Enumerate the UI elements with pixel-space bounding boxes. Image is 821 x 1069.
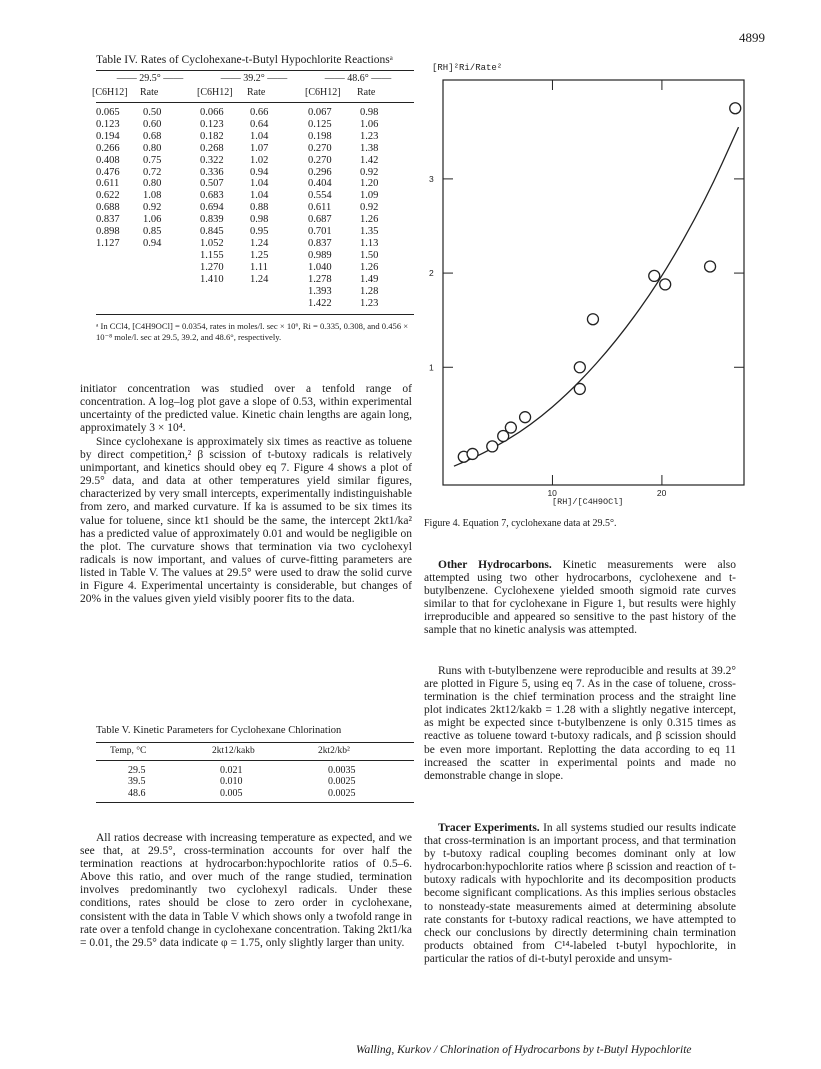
figure4-ytick-label: 1 [429,362,434,373]
running-footer: Walling, Kurkov / Chlorination of Hydrocarbons by t-Butyl Hypochlorite [356,1044,692,1056]
table5-col-temp: 29.5 39.5 48.6 [128,765,146,799]
figure4-xtick-label: 10 [547,488,557,498]
table4-header-conc: [C6H12] [197,87,233,98]
table4-caption: Table IV. Rates of Cyclohexane-t-Butyl Hypochlorite Reactionsᵃ [96,54,393,66]
figure4-ylabel: [RH]²Ri/Rate² [432,63,503,73]
right-paragraph-3 [424,822,736,966]
right-paragraph-2: Runs with t-butylbenzene were reproducible and results at 39.2° are plotted in Figure 5, using eq 7. As in the case of toluene, cross-termination is the chief termination process and the straight line plot indicates 2kt12/kakb = 1.28 with a slightly negative intercept, as might be expected since t-butylbenzene is only 0.315 times as reactive as toluene toward t-butoxy radicals, and β scission should be even more important. Replotting the data according to eq 11 increased the scatter in experimental points and made no demonstrable change in slope. [424,665,736,782]
figure4-xtick-label: 20 [656,488,667,498]
figure4-data-point [587,314,598,325]
table4-col-conc-48: 0.067 0.125 0.198 0.270 0.270 0.296 0.404 0.554 0.611 0.687 0.701 0.837 0.989 1.040 1.278 1.393 1.422 [308,107,332,309]
table4-header-rate: Rate [140,87,159,98]
table4-header-conc: [C6H12] [92,87,128,98]
table5-header-rule [96,760,414,761]
figure4-data-point [730,103,741,114]
table5-top-rule [96,742,414,743]
figure4-ytick-label: 3 [429,173,434,184]
figure4-data-point [487,441,498,452]
table5-header-ratio2: 2kt2/kb² [318,746,350,756]
figure4-data-point [505,422,516,433]
left-paragraph-1: initiator concentration was studied over a tenfold range of concentration. A log–log plot gave a slope of 0.53, within experimental uncertainty of the predicted value. Kinetic chain lengths are again long, approximately 3 × 10⁴. [80,383,412,435]
table4-col-conc-39: 0.066 0.123 0.182 0.268 0.322 0.336 0.507 0.683 0.694 0.839 0.845 1.052 1.155 1.270 1.410 [200,107,224,285]
figure4-fit-curve [454,127,739,466]
table4-header-conc: [C6H12] [305,87,341,98]
figure4-frame [443,80,744,485]
table4-header-rate: Rate [247,87,266,98]
table4-bottom-rule [96,314,414,315]
table5-caption: Table V. Kinetic Parameters for Cyclohexane Chlorination [96,725,342,736]
figure4-data-point [649,270,660,281]
table4-col-rate-29: 0.50 0.60 0.68 0.80 0.75 0.72 0.80 1.08 0.92 1.06 0.85 0.94 [143,107,162,249]
table4-group-39: —— 39.2° —— [220,73,288,84]
table5-col-ratio1: 0.021 0.010 0.005 [220,765,243,799]
figure4-data-point [660,279,671,290]
table4-col-conc-29: 0.065 0.123 0.194 0.266 0.408 0.476 0.611 0.622 0.688 0.837 0.898 1.127 [96,107,120,249]
table4-col-rate-39: 0.66 0.64 1.04 1.07 1.02 0.94 1.04 1.04 0.88 0.98 0.95 1.24 1.25 1.11 1.24 [250,107,269,285]
table5-col-ratio2: 0.0035 0.0025 0.0025 [328,765,356,799]
table5-header-temp: Temp, °C [110,746,147,756]
figure4-data-point [467,448,478,459]
figure4-caption: Figure 4. Equation 7, cyclohexane data at 29.5°. [424,518,617,529]
table4-group-48: —— 48.6° —— [324,73,392,84]
figure4-data-point [574,362,585,373]
figure4-data-point [705,261,716,272]
table4-group-29: —— 29.5° —— [116,73,184,84]
figure4-ytick-label: 2 [429,268,434,279]
heading-other-hydrocarbons: Other Hydrocarbons. [438,559,552,571]
right-paragraph-1-text: Kinetic measurements were also attempted using two other hydrocarbons, cyclohexene and t-butylbenzene. Cyclohexene yielded smooth sigmoid rate curves similar to that for cyclohexane in Figure 1, but results were highly irreproducible and appeared so sensitive to the past history of the sample that no kinetic analysis was attempted. [424,559,737,637]
left-paragraph-2: Since cyclohexane is approximately six times as reactive as toluene by direct competition,² β scission of t-butoxy radicals is relatively unimportant, and kinetics should obey eq 7. Figure 4 shows a plot of 29.5° data, and data at other temperatures yield similar figures, characterized by very small intercepts, experimentally indistinguishable from zero, and marked curvature. If ka is assumed to be six times its value for toluene, since kt1 should be the same, the intercept 2kt1/ka² has a predicted value of approximately 0.01 and would be negligible on the plot. The curvature shows that termination via two cyclohexyl radicals is now important, and values of curve-fitting parameters are listed in Table V. The values at 29.5° were used to draw the solid curve in Figure 4. Experimental uncertainty is considerable, but changes of 20% in the values given yield visibly poorer fits to the data. [80,436,412,606]
right-paragraph-3-text: In all systems studied our results indicate that cross-termination is an important process, and that termination by t-butoxy radical coupling becomes dominant only at low hydrocarbon:hypochlorite ratios where β scission and reaction of t-butoxy radicals with hypochlorite and its decomposition products become significant complications. As this implies serious obstacles to nonsteady-state measurements aimed at determining absolute rate constants for t-butoxy radical reactions, we have attempted to check our conclusions by directly determining chain termination products obtained from C¹⁴-labeled t-butyl hypochlorite, in particular the ratios of di-t-butyl peroxide and unsym- [424,822,736,965]
figure4-xlabel: [RH]/[C4H9OCl] [552,497,624,507]
table4-footnote: ᵃ In CCl4, [C4H9OCl] = 0.0354, rates in moles/l. sec × 10⁶, Ri = 0.335, 0.308, and 0.456 × 10⁻⁸ mole/l. sec at 29.5, 39.2, and 48.6°, respectively. [96,321,409,342]
table4-header-rule [96,102,414,103]
table4-top-rule [96,70,414,71]
figure4-data-point [574,383,585,394]
figure4-data-point [520,412,531,423]
left-paragraph-3: All ratios decrease with increasing temperature as expected, and we see that, at 29.5°, cross-termination accounts for over half the termination reactions at hydrocarbon:hypochlorite ratios of 0.5–6. Above this ratio, and over much of the range studied, termination involves predominantly two cyclohexyl radicals. Under these conditions, rates should be close to zero order in cyclohexane, consistent with the data in Table V which shows only a twofold range in rate over a tenfold change in cyclohexane concentration. Taking 2kt1/ka = 0.01, the 29.5° data indicate φ = 1.75, only slightly larger than unity. [80,832,412,949]
table4-col-rate-48: 0.98 1.06 1.23 1.38 1.42 0.92 1.20 1.09 0.92 1.26 1.35 1.13 1.50 1.26 1.49 1.28 1.23 [360,107,379,309]
table5-header-ratio1: 2kt12/kakb [212,746,255,756]
table4-header-rate: Rate [357,87,376,98]
page-number: 4899 [739,30,765,45]
heading-tracer-experiments: Tracer Experiments. [438,822,540,834]
figure4-plot [429,60,770,512]
right-paragraph-1 [424,559,736,638]
table5-bottom-rule [96,802,414,803]
